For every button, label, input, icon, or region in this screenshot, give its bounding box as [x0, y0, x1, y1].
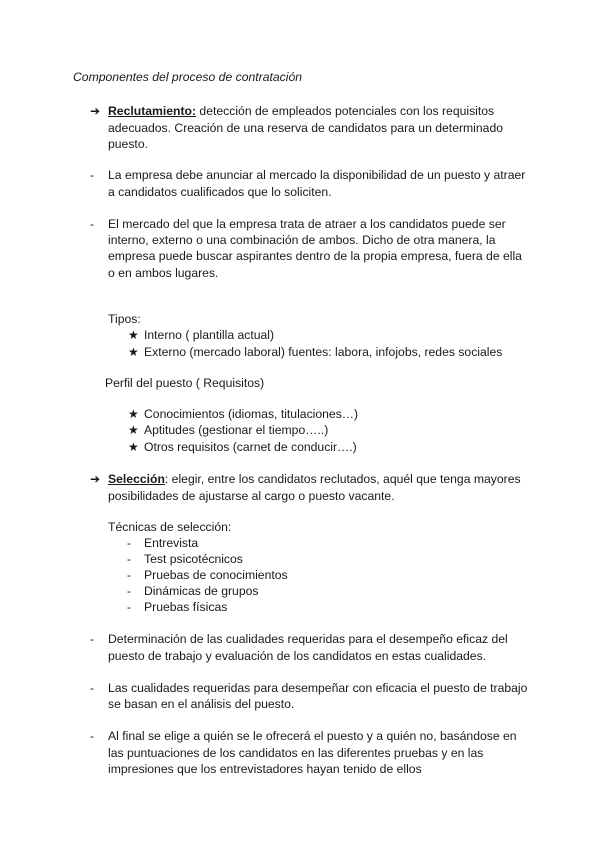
tipos-item-interno: Interno ( plantilla actual) [144, 328, 275, 342]
perfil-item-aptitudes: Aptitudes (gestionar el tiempo…..) [144, 423, 329, 437]
star-icon: ★ [128, 423, 139, 437]
arrow-icon: ➔ [90, 104, 101, 118]
perfil-item-otros: Otros requisitos (carnet de conducir….) [144, 440, 357, 454]
reclutamiento-text: detección de empleados potenciales con los requisitos [196, 104, 495, 118]
tecnicas-item: Test psicotécnicos [144, 552, 243, 566]
tecnicas-item: Entrevista [144, 536, 199, 550]
star-icon: ★ [128, 328, 139, 342]
reclutamiento-line-1 [108, 103, 494, 119]
star-icon: ★ [128, 407, 139, 421]
star-icon: ★ [128, 440, 139, 454]
para5-line-3: impresiones que los entrevistadores hayan tenido de ellos [108, 762, 422, 776]
para5-line-1: Al final se elige a quién se le ofrecerá el puesto y a quién no, basándose en [108, 729, 517, 743]
star-icon: ★ [128, 345, 139, 359]
para3-line-2: puesto de trabajo y evaluación de los candidatos en estas cualidades. [108, 649, 487, 663]
dash-marker: - [90, 632, 95, 646]
dash-marker: - [90, 168, 95, 182]
para1-line-1: La empresa debe anunciar al mercado la disponibilidad de un puesto y atraer [108, 168, 526, 182]
para4-line-2: se basan en el análisis del puesto. [108, 697, 295, 711]
para2-line-3: empresa puede buscar aspirantes dentro de la propia empresa, fuera de ella [108, 249, 522, 263]
para1-line-2: a candidatos cualificados que lo soliciten. [108, 185, 332, 199]
seleccion-text: : elegir, entre los candidatos reclutados, aquél que tenga mayores [164, 472, 521, 486]
dash-marker: - [127, 568, 132, 582]
para3-line-1: Determinación de las cualidades requeridas para el desempeño eficaz del [108, 632, 508, 646]
dash-marker: - [127, 600, 132, 614]
dash-marker: - [90, 681, 95, 695]
para4-line-1: Las cualidades requeridas para desempeñar con eficacia el puesto de trabajo [108, 681, 528, 695]
seleccion-line-2: posibilidades de ajustarse al cargo o puesto vacante. [108, 489, 395, 503]
reclutamiento-heading: Reclutamiento: [108, 104, 197, 118]
tecnicas-label: Técnicas de selección: [108, 520, 232, 534]
dash-marker: - [90, 217, 95, 231]
dash-marker: - [90, 729, 95, 743]
tecnicas-item: Dinámicas de grupos [144, 584, 259, 598]
arrow-icon: ➔ [90, 472, 101, 486]
dash-marker: - [127, 584, 132, 598]
perfil-label: Perfil del puesto ( Requisitos) [105, 376, 265, 390]
dash-marker: - [127, 536, 132, 550]
para2-line-2: interno, externo o una combinación de ambos. Dicho de otra manera, la [108, 233, 496, 247]
para2-line-4: o en ambos lugares. [108, 266, 219, 280]
perfil-item-conocimientos: Conocimientos (idiomas, titulaciones…) [144, 407, 359, 421]
reclutamiento-line-2: adecuados. Creación de una reserva de candidatos para un determinado [108, 121, 504, 135]
dash-marker: - [127, 552, 132, 566]
tipos-label: Tipos: [108, 312, 141, 326]
tecnicas-item: Pruebas físicas [144, 600, 228, 614]
tipos-item-externo: Externo (mercado laboral) fuentes: labora, infojobs, redes sociales [144, 345, 503, 359]
seleccion-heading: Selección [108, 472, 165, 486]
tecnicas-item: Pruebas de conocimientos [144, 568, 288, 582]
reclutamiento-line-3: puesto. [108, 137, 148, 151]
seleccion-line-1 [108, 471, 521, 487]
para5-line-2: las puntuaciones de los candidatos en las diferentes pruebas y en las [108, 746, 484, 760]
para2-line-1: El mercado del que la empresa trata de atraer a los candidatos puede ser [108, 217, 506, 231]
document-title: Componentes del proceso de contratación [73, 70, 302, 84]
